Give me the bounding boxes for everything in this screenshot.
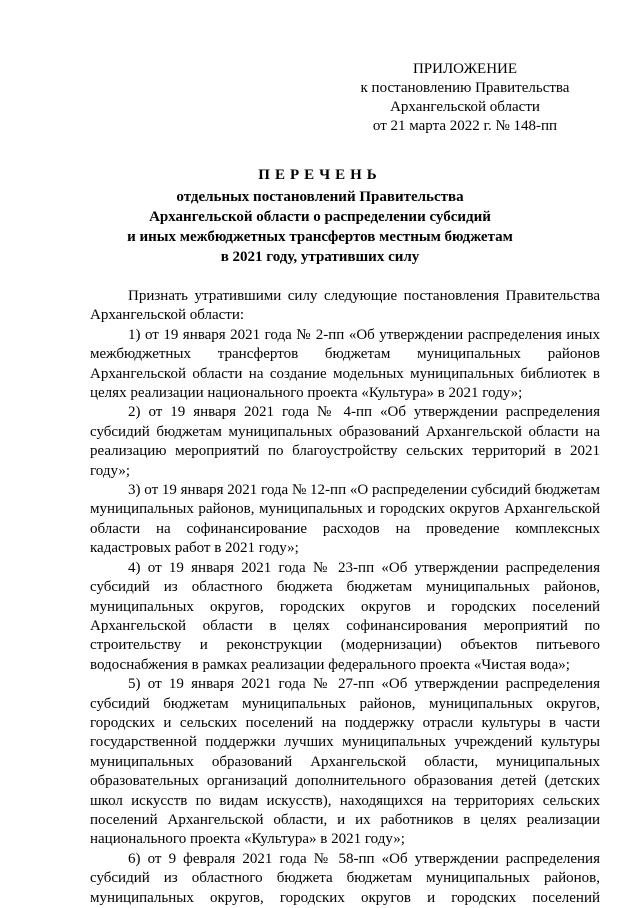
document-body xyxy=(90,287,600,908)
title-line: в 2021 году, утративших силу xyxy=(220,249,420,265)
list-item: 4) от 19 января 2021 года № 23-пп «Об утверждении распределения субсидий из областного бюджета бюджетам муниципальных районов, муниципальных округов, городских округов и городских поселений Архангельской области в целях софинансирования мероприятий по строительству и реконструкции (модернизации) объектов питьевого водоснабжения в рамках реализации федерального проекта «Чистая вода»; xyxy=(90,559,600,673)
intro-paragraph: Признать утратившими силу следующие постановления Правительства Архангельской области: xyxy=(90,288,600,324)
appendix-block xyxy=(350,60,580,136)
list-item: 2) от 19 января 2021 года № 4-пп «Об утверждении распределения субсидий бюджетам муниципальных образований Архангельской области на реализацию мероприятий по благоустройству сельских территорий в 2021 году»; xyxy=(90,404,600,479)
title-line: Архангельской области о распределении субсидий xyxy=(149,209,491,225)
title-line: и иных межбюджетных трансфертов местным бюджетам xyxy=(127,229,513,245)
document-title xyxy=(90,165,550,267)
list-item: 1) от 19 января 2021 года № 2-пп «Об утверждении распределения иных межбюджетных трансфертов бюджетам муниципальных районов Архангельской области на создание модельных муниципальных библиотек в целях реализации национального проекта «Культура» в 2021 году»; xyxy=(90,326,600,402)
appendix-region: Архангельской области xyxy=(390,99,540,115)
list-item: 6) от 9 февраля 2021 года № 58-пп «Об утверждении распределения субсидий из областного бюджета бюджетам муниципальных районов, муниципальных округов, городских округов и городских поселений xyxy=(90,850,600,906)
appendix-title: ПРИЛОЖЕНИЕ xyxy=(412,61,518,77)
appendix-reference: к постановлению Правительства xyxy=(360,80,570,96)
appendix-date: от 21 марта 2022 г. № 148-пп xyxy=(372,118,558,134)
list-item: 3) от 19 января 2021 года № 12-пп «О распределении субсидий бюджетам муниципальных районов, муниципальных и городских округов Архангельской области на софинансирование расходов на проведение комплексных кадастровых работ в 2021 году»; xyxy=(90,482,600,557)
title-heading: ПЕРЕЧЕНЬ xyxy=(258,167,382,183)
title-line: отдельных постановлений Правительства xyxy=(176,189,464,205)
list-item: 5) от 19 января 2021 года № 27-пп «Об утверждении распределения субсидий бюджетам муниципальных районов, муниципальных округов, городских и сельских поселений на поддержку отрасли культуры в части государственной поддержки лучших муниципальных учреждений культуры муниципальных образований Архангельской области, муниципальных образовательных организаций дополнительного образования детей (детских школ искусств по видам искусств), находящихся на территориях сельских поселений Архангельской области, и их работников в целях реализации национального проекта «Культура» в 2021 году»; xyxy=(90,676,600,848)
